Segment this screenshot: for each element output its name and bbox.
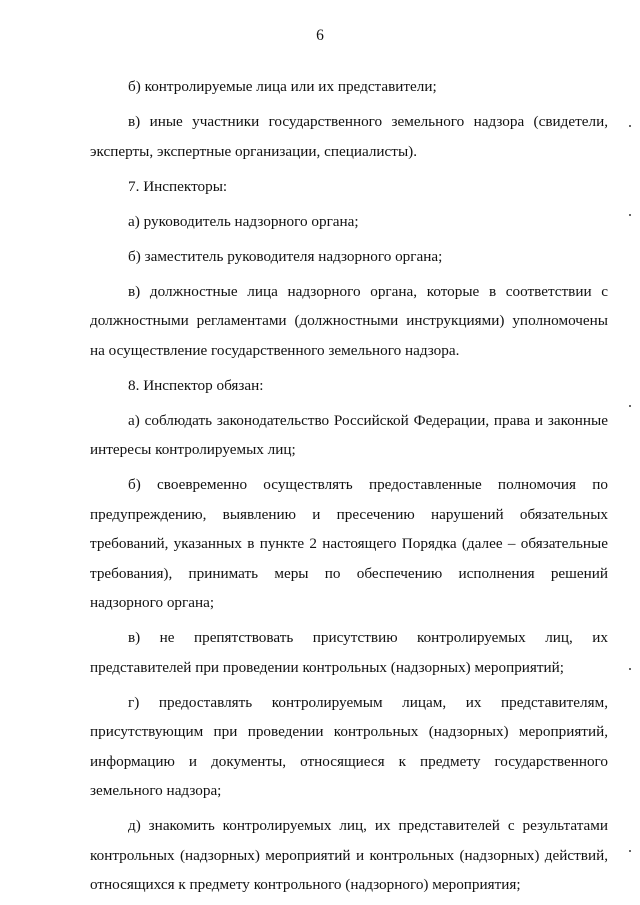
paragraph-v-other-participants: в) иные участники государственного земельного надзора (свидетели, эксперты, экспертные организации, специалисты). xyxy=(90,113,608,160)
paragraph-v-officials: в) должностные лица надзорного органа, которые в соответствии с должностными регламентами (должностными инструкциями) уполномочены на осуществление государственного земельного надзора. xyxy=(90,282,608,359)
scan-mark xyxy=(629,850,631,852)
scan-mark xyxy=(629,125,631,127)
paragraph-8-inspector-obliged: 8. Инспектор обязан: xyxy=(128,376,264,394)
paragraph-d-familiarize: д) знакомить контролируемых лиц, их представителей с результатами контрольных (надзорных) мероприятий и контрольных (надзорных) действий, относящихся к предмету контрольного (надзорного) мероприятия; xyxy=(90,817,608,893)
scan-mark xyxy=(629,214,631,216)
paragraph-a-head: а) руководитель надзорного органа; xyxy=(128,212,359,230)
paragraph-b-deputy: б) заместитель руководителя надзорного органа; xyxy=(128,247,443,265)
paragraph-b-controlled-persons: б) контролируемые лица или их представители; xyxy=(128,78,437,95)
paragraph-b-exercise-powers: б) своевременно осуществлять предоставленные полномочия по предупреждению, выявлению и пресечению нарушений обязательных требований, указанных в пункте 2 настоящего Порядка (далее – обязательные требования), принимать меры по обеспечению исполнения решений надзорного органа; xyxy=(90,476,608,611)
document-body xyxy=(90,72,608,905)
paragraph-a-comply: а) соблюдать законодательство Российской Федерации, права и законные интересы контролируемых лиц; xyxy=(90,411,608,458)
page-number: 6 xyxy=(316,27,324,44)
paragraph-7-inspectors: 7. Инспекторы: xyxy=(128,177,228,195)
scan-mark xyxy=(629,668,631,670)
scan-mark xyxy=(629,405,631,407)
paragraph-g-provide-info: г) предоставлять контролируемым лицам, их представителям, присутствующим при проведении контрольных (надзорных) мероприятий, информацию и документы, относящиеся к предмету государственного земельного надзора; xyxy=(90,693,608,799)
paragraph-v-not-obstruct: в) не препятствовать присутствию контролируемых лиц, их представителей при проведении контрольных (надзорных) мероприятий; xyxy=(90,629,608,676)
